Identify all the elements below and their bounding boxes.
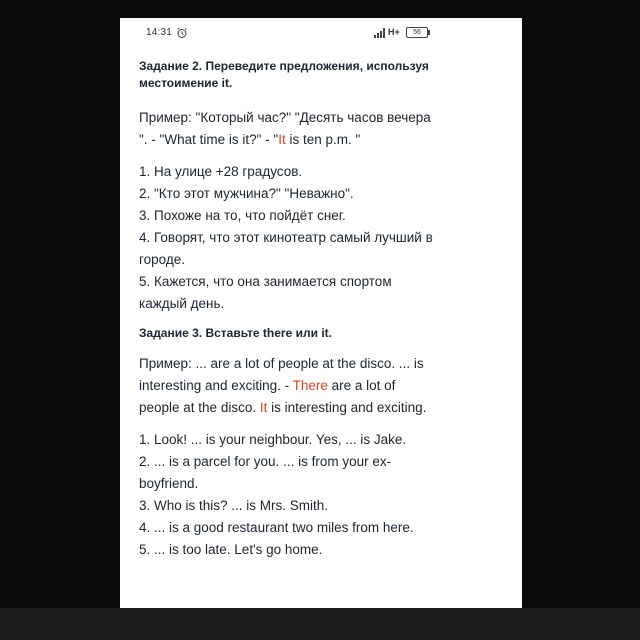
task2-example-highlight: It bbox=[278, 132, 286, 147]
task2-item: 3. Похоже на то, что пойдёт снег. bbox=[139, 208, 346, 223]
task3-item: 1. Look! ... is your neighbour. Yes, ... is Jake. bbox=[139, 432, 407, 447]
battery-icon: 56 bbox=[406, 27, 428, 38]
task3-item: 4. ... is a good restaurant two miles from here. bbox=[139, 520, 414, 535]
task3-example-highlight-it: It bbox=[259, 400, 268, 415]
task3-title: Задание 3. Вставьте there или it. bbox=[139, 326, 332, 340]
task2-item: 2. "Кто этот мужчина?" "Неважно". bbox=[139, 186, 354, 201]
task3-example-text: Пример: ... are a lot of people at the disco. ... is interesting and exciting. - bbox=[139, 356, 424, 393]
task2-item: 5. Кажется, что она занимается спортом каждый день. bbox=[139, 274, 392, 311]
alarm-clock-icon bbox=[176, 27, 188, 39]
task2-example bbox=[139, 107, 439, 151]
task3-example-highlight-there: There bbox=[292, 378, 328, 393]
status-bar bbox=[120, 18, 522, 48]
task3-example bbox=[139, 353, 439, 419]
network-type-label: H+ bbox=[388, 27, 400, 37]
phone-screen bbox=[120, 18, 522, 608]
task2-example-tail: is ten p.m. " bbox=[285, 132, 361, 147]
task2-item: 1. На улице +28 градусов. bbox=[139, 164, 303, 179]
task2-list bbox=[139, 161, 439, 315]
task3-example-tail: is interesting and exciting. bbox=[267, 400, 427, 415]
task3-list bbox=[139, 429, 439, 561]
task3-item: 3. Who is this? ... is Mrs. Smith. bbox=[139, 498, 329, 513]
task2-item: 4. Говорят, что этот кинотеатр самый лучший в городе. bbox=[139, 230, 433, 267]
signal-strength-icon bbox=[374, 28, 386, 38]
document-content bbox=[139, 58, 439, 571]
task2-title: Задание 2. Переведите предложения, используя местоимение it. bbox=[139, 59, 429, 90]
task3-item: 2. ... is a parcel for you. ... is from your ex-boyfriend. bbox=[139, 454, 392, 491]
task2-example-text: Пример: "Который час?" "Десять часов вечера ". - "What time is it?" - " bbox=[139, 110, 431, 147]
status-time: 14:31 bbox=[146, 27, 173, 38]
task3-item: 5. ... is too late. Let's go home. bbox=[139, 542, 323, 557]
bottom-bezel bbox=[0, 608, 640, 640]
task3-example-mid: are a lot of people at the disco. bbox=[139, 378, 396, 415]
